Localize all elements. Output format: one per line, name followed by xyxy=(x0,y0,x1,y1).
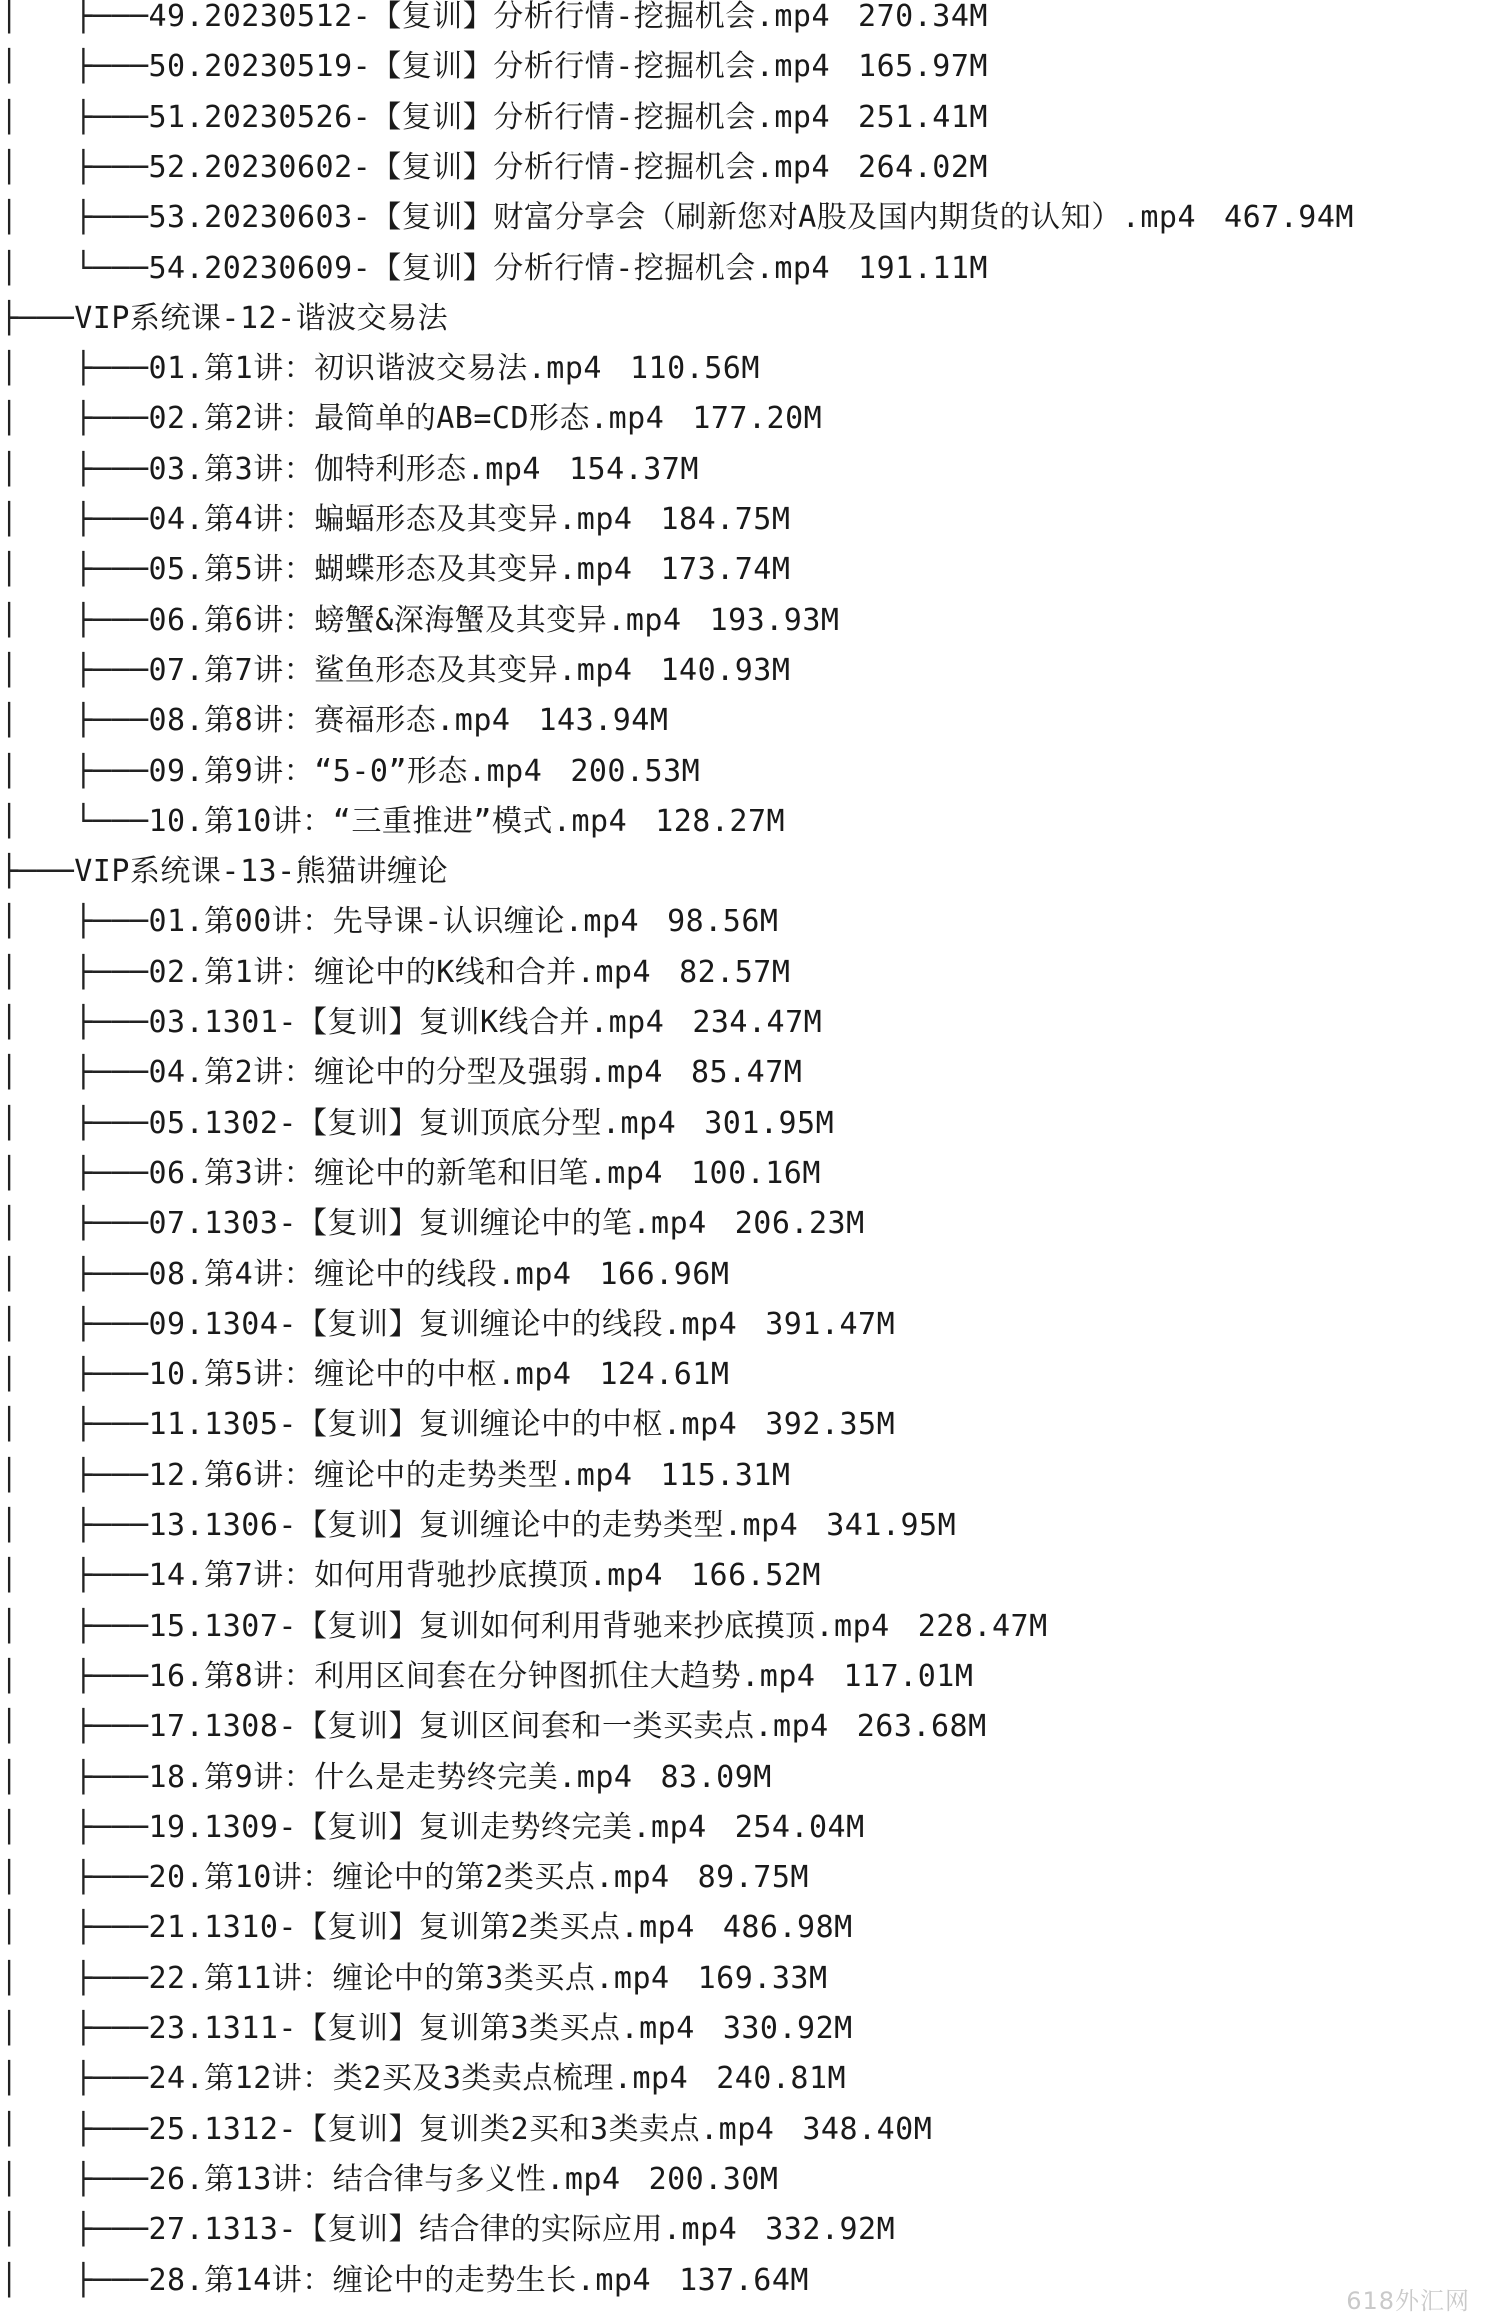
file-name: 22.第11讲：缠论中的第3类买点.mp4 xyxy=(148,1960,670,1996)
tree-branch-prefix: │ ├─── xyxy=(0,1608,149,1644)
file-size: 154.37M xyxy=(569,451,699,487)
file-row xyxy=(0,344,760,394)
folder-row xyxy=(0,847,448,897)
file-size: 228.47M xyxy=(917,1608,1048,1644)
tree-branch-prefix: │ ├─── xyxy=(0,1155,149,1191)
file-name: 08.第4讲：缠论中的线段.mp4 xyxy=(148,1256,572,1292)
file-name: 50.20230519-【复训】分析行情-挖掘机会.mp4 xyxy=(148,49,831,85)
file-name: 17.1308-【复训】复训区间套和一类买卖点.mp4 xyxy=(148,1709,829,1745)
file-name: 51.20230526-【复训】分析行情-挖掘机会.mp4 xyxy=(148,99,831,135)
file-name: 05.第5讲：蝴蝶形态及其变异.mp4 xyxy=(148,552,633,588)
tree-branch-prefix: │ ├─── xyxy=(0,351,149,387)
file-row xyxy=(0,1350,729,1400)
file-name: 04.第2讲：缠论中的分型及强弱.mp4 xyxy=(148,1055,663,1091)
file-name: 14.第7讲：如何用背驰抄底摸顶.mp4 xyxy=(148,1558,663,1594)
tree-branch-prefix: │ ├─── xyxy=(0,1357,149,1393)
file-size: 391.47M xyxy=(765,1306,896,1342)
file-size: 270.34M xyxy=(858,0,988,34)
file-row xyxy=(0,1652,973,1702)
tree-branch-prefix: │ ├─── xyxy=(0,1306,149,1342)
file-size: 128.27M xyxy=(655,803,786,839)
file-name: 10.第5讲：缠论中的中枢.mp4 xyxy=(148,1357,572,1393)
file-name: 06.第3讲：缠论中的新笔和旧笔.mp4 xyxy=(148,1155,663,1191)
file-size: 332.92M xyxy=(765,2212,896,2248)
tree-branch-prefix: │ ├─── xyxy=(0,1256,149,1292)
tree-branch-prefix: ├─── xyxy=(0,854,75,890)
file-row xyxy=(0,1048,802,1098)
watermark: 618外汇网 xyxy=(1346,2287,1470,2315)
tree-branch-prefix: │ ├─── xyxy=(0,1910,149,1946)
file-size: 83.09M xyxy=(660,1759,772,1795)
file-name: 24.第12讲：类2买及3类卖点梳理.mp4 xyxy=(148,2061,689,2097)
tree-branch-prefix: │ ├─── xyxy=(0,552,149,588)
file-row xyxy=(0,193,1354,243)
tree-branch-prefix: │ └─── xyxy=(0,250,149,286)
file-name: 26.第13讲：结合律与多义性.mp4 xyxy=(148,2161,621,2197)
file-size: 165.97M xyxy=(858,49,988,85)
tree-branch-prefix: │ ├─── xyxy=(0,2061,149,2097)
file-row xyxy=(0,696,668,746)
file-row xyxy=(0,1199,865,1249)
file-name: 08.第8讲：赛福形态.mp4 xyxy=(148,703,511,739)
file-name: 20.第10讲：缠论中的第2类买点.mp4 xyxy=(148,1860,670,1896)
tree-branch-prefix: │ ├─── xyxy=(0,1457,149,1493)
file-name: 21.1310-【复训】复训第2类买点.mp4 xyxy=(148,1910,695,1946)
file-name: 06.第6讲：螃蟹&深海蟹及其变异.mp4 xyxy=(148,602,682,638)
tree-branch-prefix: │ ├─── xyxy=(0,954,149,990)
file-name: 15.1307-【复训】复训如何利用背驰来抄底摸顶.mp4 xyxy=(148,1608,890,1644)
tree-branch-prefix: │ ├─── xyxy=(0,904,149,940)
tree-branch-prefix: │ ├─── xyxy=(0,1709,149,1745)
file-size: 115.31M xyxy=(660,1457,791,1493)
tree-branch-prefix: ├─── xyxy=(0,300,75,336)
file-size: 206.23M xyxy=(734,1206,865,1242)
tree-branch-prefix: │ ├─── xyxy=(0,1658,149,1694)
file-size: 143.94M xyxy=(538,703,669,739)
file-row xyxy=(0,1400,895,1450)
tree-branch-prefix: │ └─── xyxy=(0,803,149,839)
file-size: 191.11M xyxy=(858,250,988,286)
file-name: 05.1302-【复训】复训顶底分型.mp4 xyxy=(148,1105,677,1141)
tree-branch-prefix: │ ├─── xyxy=(0,652,149,688)
tree-branch-prefix: │ ├─── xyxy=(0,2011,149,2046)
folder-row xyxy=(0,294,448,344)
file-row xyxy=(0,2004,853,2054)
file-row xyxy=(0,1903,853,1953)
file-row xyxy=(0,1099,834,1149)
tree-branch-prefix: │ ├─── xyxy=(0,1005,149,1040)
file-row xyxy=(0,143,988,193)
file-row xyxy=(0,797,785,847)
tree-branch-prefix: │ ├─── xyxy=(0,753,149,789)
file-row xyxy=(0,596,840,646)
tree-branch-prefix: │ ├─── xyxy=(0,703,149,739)
file-size: 240.81M xyxy=(716,2061,847,2097)
file-row xyxy=(0,0,988,42)
file-size: 85.47M xyxy=(691,1055,803,1091)
file-row xyxy=(0,2054,846,2104)
tree-branch-prefix: │ ├─── xyxy=(0,2212,149,2248)
file-row xyxy=(0,1954,828,2004)
tree-branch-prefix: │ ├─── xyxy=(0,0,149,34)
file-name: 19.1309-【复训】复训走势终完美.mp4 xyxy=(148,1809,707,1845)
file-name: 16.第8讲：利用区间套在分钟图抓住大趋势.mp4 xyxy=(148,1658,816,1694)
folder-name: VIP系统课-12-谐波交易法 xyxy=(74,300,449,336)
tree-branch-prefix: │ ├─── xyxy=(0,1055,149,1091)
file-size: 234.47M xyxy=(692,1005,823,1040)
folder-name: VIP系统课-13-熊猫讲缠论 xyxy=(74,854,449,890)
file-name: 18.第9讲：什么是走势终完美.mp4 xyxy=(148,1759,633,1795)
file-size: 193.93M xyxy=(709,602,840,638)
file-row xyxy=(0,2105,932,2155)
file-size: 263.68M xyxy=(856,1709,987,1745)
file-size: 200.53M xyxy=(570,753,701,789)
file-size: 177.20M xyxy=(692,401,823,437)
tree-branch-prefix: │ ├─── xyxy=(0,1105,149,1141)
tree-branch-prefix: │ ├─── xyxy=(0,1809,149,1845)
file-size: 124.61M xyxy=(599,1357,730,1393)
file-row xyxy=(0,1149,821,1199)
file-name: 49.20230512-【复训】分析行情-挖掘机会.mp4 xyxy=(148,0,831,34)
tree-branch-prefix: │ ├─── xyxy=(0,2161,149,2197)
file-row xyxy=(0,2205,895,2255)
file-size: 264.02M xyxy=(858,149,988,185)
file-name: 04.第4讲：蝙蝠形态及其变异.mp4 xyxy=(148,502,633,537)
file-size: 486.98M xyxy=(722,1910,853,1946)
file-size: 110.56M xyxy=(630,351,760,387)
file-size: 301.95M xyxy=(704,1105,835,1141)
tree-branch-prefix: │ ├─── xyxy=(0,401,149,437)
file-size: 82.57M xyxy=(679,954,791,990)
file-size: 467.94M xyxy=(1224,200,1354,236)
file-name: 27.1313-【复训】结合律的实际应用.mp4 xyxy=(148,2212,738,2248)
file-row xyxy=(0,1803,865,1853)
file-name: 25.1312-【复训】复训类2买和3类卖点.mp4 xyxy=(148,2111,775,2147)
file-size: 98.56M xyxy=(667,904,779,940)
file-name: 09.第9讲：“5-0”形态.mp4 xyxy=(148,753,543,789)
tree-branch-prefix: │ ├─── xyxy=(0,1960,149,1996)
tree-branch-prefix: │ ├─── xyxy=(0,1206,149,1242)
file-name: 12.第6讲：缠论中的走势类型.mp4 xyxy=(148,1457,633,1493)
file-row xyxy=(0,1250,729,1300)
file-size: 330.92M xyxy=(722,2011,853,2046)
file-size: 200.30M xyxy=(648,2161,779,2197)
file-row xyxy=(0,445,699,495)
file-size: 166.96M xyxy=(599,1256,730,1292)
file-size: 166.52M xyxy=(691,1558,821,1594)
file-name: 52.20230602-【复训】分析行情-挖掘机会.mp4 xyxy=(148,149,831,185)
file-row xyxy=(0,394,822,444)
file-row xyxy=(0,1501,956,1551)
file-size: 89.75M xyxy=(697,1860,809,1896)
file-name: 02.第1讲：缠论中的K线和合并.mp4 xyxy=(148,954,652,990)
file-row xyxy=(0,897,779,947)
file-row xyxy=(0,244,988,294)
file-row xyxy=(0,948,790,998)
file-size: 348.40M xyxy=(802,2111,933,2147)
file-name: 09.1304-【复训】复训缠论中的线段.mp4 xyxy=(148,1306,738,1342)
file-name: 03.1301-【复训】复训K线合并.mp4 xyxy=(148,1005,665,1040)
file-size: 137.64M xyxy=(679,2262,809,2298)
file-name: 01.第1讲：初识谐波交易法.mp4 xyxy=(148,351,602,387)
file-row xyxy=(0,1602,1048,1652)
file-row xyxy=(0,998,822,1048)
file-row xyxy=(0,2256,809,2306)
file-name: 11.1305-【复训】复训缠论中的中枢.mp4 xyxy=(148,1407,738,1443)
file-name: 10.第10讲：“三重推进”模式.mp4 xyxy=(148,803,628,839)
file-name: 07.1303-【复训】复训缠论中的笔.mp4 xyxy=(148,1206,707,1242)
tree-branch-prefix: │ ├─── xyxy=(0,451,149,487)
file-size: 169.33M xyxy=(697,1960,828,1996)
file-name: 02.第2讲：最简单的AB=CD形态.mp4 xyxy=(148,401,665,437)
file-row xyxy=(0,1451,790,1501)
tree-branch-prefix: │ ├─── xyxy=(0,2111,149,2147)
tree-branch-prefix: │ ├─── xyxy=(0,99,149,135)
file-size: 254.04M xyxy=(734,1809,865,1845)
tree-branch-prefix: │ ├─── xyxy=(0,1508,149,1543)
tree-branch-prefix: │ ├─── xyxy=(0,1558,149,1594)
file-name: 03.第3讲：伽特利形态.mp4 xyxy=(148,451,541,487)
file-name: 13.1306-【复训】复训缠论中的走势类型.mp4 xyxy=(148,1508,799,1543)
tree-branch-prefix: │ ├─── xyxy=(0,200,149,236)
file-name: 07.第7讲：鲨鱼形态及其变异.mp4 xyxy=(148,652,633,688)
file-size: 392.35M xyxy=(765,1407,896,1443)
file-row xyxy=(0,495,790,545)
file-size: 140.93M xyxy=(660,652,791,688)
file-size: 251.41M xyxy=(858,99,988,135)
tree-branch-prefix: │ ├─── xyxy=(0,2262,149,2298)
file-size: 100.16M xyxy=(691,1155,821,1191)
tree-branch-prefix: │ ├─── xyxy=(0,1759,149,1795)
file-row xyxy=(0,545,790,595)
file-size: 173.74M xyxy=(660,552,791,588)
file-row xyxy=(0,93,988,143)
tree-branch-prefix: │ ├─── xyxy=(0,602,149,638)
file-name: 28.第14讲：缠论中的走势生长.mp4 xyxy=(148,2262,652,2298)
file-row xyxy=(0,2155,779,2205)
file-name: 01.第00讲：先导课-认识缠论.mp4 xyxy=(148,904,640,940)
file-row xyxy=(0,1853,809,1903)
tree-branch-prefix: │ ├─── xyxy=(0,1407,149,1443)
file-row xyxy=(0,1300,895,1350)
file-name: 54.20230609-【复训】分析行情-挖掘机会.mp4 xyxy=(148,250,831,286)
tree-branch-prefix: │ ├─── xyxy=(0,49,149,85)
tree-branch-prefix: │ ├─── xyxy=(0,149,149,185)
file-row xyxy=(0,1702,987,1752)
tree-branch-prefix: │ ├─── xyxy=(0,502,149,537)
file-name: 53.20230603-【复训】财富分享会（刷新您对A股及国内期货的认知）.mp4 xyxy=(148,200,1197,236)
file-size: 117.01M xyxy=(843,1658,974,1694)
file-size: 184.75M xyxy=(660,502,791,537)
file-row xyxy=(0,1753,772,1803)
file-row xyxy=(0,1551,821,1601)
file-row xyxy=(0,747,700,797)
file-size: 341.95M xyxy=(826,1508,957,1543)
file-name: 23.1311-【复训】复训第3类买点.mp4 xyxy=(148,2011,695,2046)
file-row xyxy=(0,42,988,92)
file-row xyxy=(0,646,790,696)
tree-branch-prefix: │ ├─── xyxy=(0,1860,149,1896)
